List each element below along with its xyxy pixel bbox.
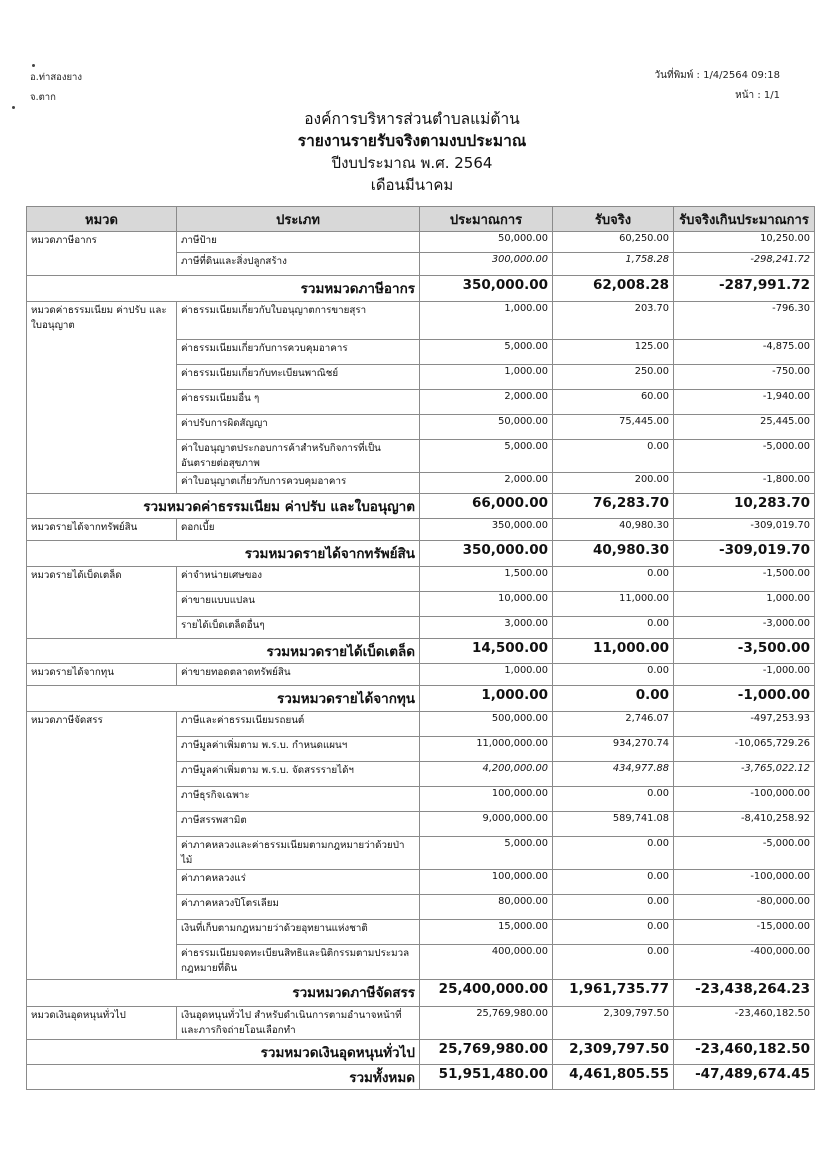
estimate-cell: 500,000.00	[420, 712, 553, 737]
difference-cell: -309,019.70	[674, 519, 815, 541]
difference-cell: -1,940.00	[674, 390, 815, 415]
grand-total-actual: 4,461,805.55	[553, 1065, 674, 1090]
actual-cell: 934,270.74	[553, 737, 674, 762]
type-cell: เงินอุดหนุนทั่วไป สำหรับดำเนินการตามอำนาจหน้าที่และภารกิจถ่ายโอนเลือกทำ	[177, 1007, 420, 1040]
subtotal-label: รวมหมวดภาษีอากร	[27, 276, 420, 302]
type-cell: รายได้เบ็ดเตล็ดอื่นๆ	[177, 617, 420, 639]
subtotal-actual: 40,980.30	[553, 541, 674, 567]
difference-cell: -1,500.00	[674, 567, 815, 592]
subtotal-row	[27, 494, 815, 519]
difference-cell: -750.00	[674, 365, 815, 390]
difference-cell: -3,765,022.12	[674, 762, 815, 787]
difference-cell: 1,000.00	[674, 592, 815, 617]
type-cell: ภาษีธุรกิจเฉพาะ	[177, 787, 420, 812]
actual-cell: 2,309,797.50	[553, 1007, 674, 1040]
header-print-info	[655, 66, 780, 106]
subtotal-row	[27, 686, 815, 712]
subtotal-estimate: 350,000.00	[420, 541, 553, 567]
scan-speck	[32, 64, 35, 67]
org-name: องค์การบริหารส่วนตำบลแม่ต้าน	[304, 110, 520, 128]
subtotal-label: รวมหมวดเงินอุดหนุนทั่วไป	[27, 1040, 420, 1065]
type-cell: ค่าขายแบบแปลน	[177, 592, 420, 617]
subtotal-label: รวมหมวดภาษีจัดสรร	[27, 980, 420, 1007]
estimate-cell: 2,000.00	[420, 390, 553, 415]
grand-total-estimate: 51,951,480.00	[420, 1065, 553, 1090]
subtotal-difference: -3,500.00	[674, 639, 815, 664]
category-cell: หมวดรายได้เบ็ดเตล็ด	[27, 567, 177, 639]
table-row	[27, 519, 815, 541]
difference-cell: -8,410,258.92	[674, 812, 815, 837]
estimate-cell: 1,000.00	[420, 365, 553, 390]
report-title: รายงานรายรับจริงตามงบประมาณ	[297, 132, 527, 150]
type-cell: ภาษีมูลค่าเพิ่มตาม พ.ร.บ. กำหนดแผนฯ	[177, 737, 420, 762]
province-label: จ.ตาก	[30, 92, 56, 103]
type-cell: ค่าธรรมเนียมจดทะเบียนสิทธิและนิติกรรมตามประมวลกฎหมายที่ดิน	[177, 945, 420, 980]
type-cell: ค่าภาคหลวงปิโตรเลียม	[177, 895, 420, 920]
table-row	[27, 1007, 815, 1040]
subtotal-difference: -287,991.72	[674, 276, 815, 302]
estimate-cell: 5,000.00	[420, 837, 553, 870]
difference-cell: -5,000.00	[674, 837, 815, 870]
actual-cell: 203.70	[553, 302, 674, 340]
subtotal-estimate: 66,000.00	[420, 494, 553, 519]
difference-cell: -100,000.00	[674, 787, 815, 812]
subtotal-label: รวมหมวดรายได้จากทุน	[27, 686, 420, 712]
difference-cell: -497,253.93	[674, 712, 815, 737]
subtotal-actual: 76,283.70	[553, 494, 674, 519]
type-cell: ค่าใบอนุญาตเกี่ยวกับการควบคุมอาคาร	[177, 473, 420, 494]
col-header-difference: รับจริงเกินประมาณการ	[674, 207, 815, 232]
table-row	[27, 567, 815, 592]
table-row	[27, 302, 815, 340]
estimate-cell: 9,000,000.00	[420, 812, 553, 837]
difference-cell: -5,000.00	[674, 440, 815, 473]
actual-cell: 0.00	[553, 895, 674, 920]
print-date: วันที่พิมพ์ : 1/4/2564 09:18	[654, 70, 780, 81]
table-row	[27, 664, 815, 686]
difference-cell: -1,800.00	[674, 473, 815, 494]
difference-cell: -10,065,729.26	[674, 737, 815, 762]
actual-cell: 1,758.28	[553, 253, 674, 276]
header-location	[30, 68, 82, 108]
type-cell: ภาษีมูลค่าเพิ่มตาม พ.ร.บ. จัดสรรรายได้ฯ	[177, 762, 420, 787]
estimate-cell: 350,000.00	[420, 519, 553, 541]
estimate-cell: 100,000.00	[420, 870, 553, 895]
actual-cell: 125.00	[553, 340, 674, 365]
actual-cell: 0.00	[553, 945, 674, 980]
difference-cell: -400,000.00	[674, 945, 815, 980]
estimate-cell: 5,000.00	[420, 340, 553, 365]
estimate-cell: 4,200,000.00	[420, 762, 553, 787]
category-cell: หมวดค่าธรรมเนียม ค่าปรับ และใบอนุญาต	[27, 302, 177, 494]
category-cell: หมวดภาษีจัดสรร	[27, 712, 177, 980]
fiscal-year: ปีงบประมาณ พ.ศ. 2564	[331, 154, 493, 172]
type-cell: ภาษีที่ดินและสิ่งปลูกสร้าง	[177, 253, 420, 276]
estimate-cell: 25,769,980.00	[420, 1007, 553, 1040]
actual-cell: 589,741.08	[553, 812, 674, 837]
actual-cell: 11,000.00	[553, 592, 674, 617]
subtotal-difference: -23,460,182.50	[674, 1040, 815, 1065]
estimate-cell: 1,000.00	[420, 302, 553, 340]
actual-cell: 75,445.00	[553, 415, 674, 440]
subtotal-label: รวมหมวดรายได้เบ็ดเตล็ด	[27, 639, 420, 664]
report-titles	[0, 108, 824, 196]
actual-cell: 0.00	[553, 787, 674, 812]
difference-cell: -80,000.00	[674, 895, 815, 920]
difference-cell: -1,000.00	[674, 664, 815, 686]
type-cell: ค่าปรับการผิดสัญญา	[177, 415, 420, 440]
difference-cell: -4,875.00	[674, 340, 815, 365]
subtotal-row	[27, 639, 815, 664]
category-cell: หมวดภาษีอากร	[27, 232, 177, 276]
col-header-estimate: ประมาณการ	[420, 207, 553, 232]
subtotal-estimate: 25,769,980.00	[420, 1040, 553, 1065]
actual-cell: 0.00	[553, 567, 674, 592]
subtotal-row	[27, 1040, 815, 1065]
subtotal-difference: -23,438,264.23	[674, 980, 815, 1007]
district-label: อ.ท่าสองยาง	[30, 72, 83, 83]
type-cell: ค่าใบอนุญาตประกอบการค้าสำหรับกิจการที่เป็นอันตรายต่อสุขภาพ	[177, 440, 420, 473]
estimate-cell: 100,000.00	[420, 787, 553, 812]
actual-cell: 60,250.00	[553, 232, 674, 253]
actual-cell: 0.00	[553, 920, 674, 945]
subtotal-actual: 11,000.00	[553, 639, 674, 664]
subtotal-actual: 62,008.28	[553, 276, 674, 302]
actual-cell: 60.00	[553, 390, 674, 415]
report-month: เดือนมีนาคม	[370, 176, 454, 194]
table-body	[27, 232, 815, 1090]
estimate-cell: 1,000.00	[420, 664, 553, 686]
category-cell: หมวดเงินอุดหนุนทั่วไป	[27, 1007, 177, 1040]
estimate-cell: 50,000.00	[420, 232, 553, 253]
difference-cell: -298,241.72	[674, 253, 815, 276]
table-header-row	[27, 207, 815, 232]
table-row	[27, 232, 815, 253]
subtotal-difference: 10,283.70	[674, 494, 815, 519]
category-cell: หมวดรายได้จากทรัพย์สิน	[27, 519, 177, 541]
subtotal-difference: -1,000.00	[674, 686, 815, 712]
type-cell: ค่าธรรมเนียมอื่น ๆ	[177, 390, 420, 415]
actual-cell: 0.00	[553, 837, 674, 870]
grand-total-difference: -47,489,674.45	[674, 1065, 815, 1090]
estimate-cell: 5,000.00	[420, 440, 553, 473]
subtotal-actual: 0.00	[553, 686, 674, 712]
subtotal-difference: -309,019.70	[674, 541, 815, 567]
subtotal-actual: 1,961,735.77	[553, 980, 674, 1007]
subtotal-estimate: 1,000.00	[420, 686, 553, 712]
type-cell: ดอกเบี้ย	[177, 519, 420, 541]
type-cell: ค่าขายทอดตลาดทรัพย์สิน	[177, 664, 420, 686]
type-cell: ภาษีสรรพสามิต	[177, 812, 420, 837]
type-cell: ค่าภาคหลวงแร่	[177, 870, 420, 895]
difference-cell: 10,250.00	[674, 232, 815, 253]
subtotal-label: รวมหมวดค่าธรรมเนียม ค่าปรับ และใบอนุญาต	[27, 494, 420, 519]
estimate-cell: 11,000,000.00	[420, 737, 553, 762]
difference-cell: 25,445.00	[674, 415, 815, 440]
type-cell: ค่าธรรมเนียมเกี่ยวกับใบอนุญาตการขายสุรา	[177, 302, 420, 340]
type-cell: ค่าธรรมเนียมเกี่ยวกับการควบคุมอาคาร	[177, 340, 420, 365]
actual-cell: 40,980.30	[553, 519, 674, 541]
type-cell: ค่าภาคหลวงและค่าธรรมเนียมตามกฎหมายว่าด้วยป่าไม้	[177, 837, 420, 870]
subtotal-row	[27, 541, 815, 567]
subtotal-row	[27, 276, 815, 302]
revenue-table	[26, 206, 815, 1090]
type-cell: เงินที่เก็บตามกฎหมายว่าด้วยอุทยานแห่งชาติ	[177, 920, 420, 945]
estimate-cell: 15,000.00	[420, 920, 553, 945]
estimate-cell: 3,000.00	[420, 617, 553, 639]
type-cell: ค่าธรรมเนียมเกี่ยวกับทะเบียนพาณิชย์	[177, 365, 420, 390]
col-header-actual: รับจริง	[553, 207, 674, 232]
subtotal-actual: 2,309,797.50	[553, 1040, 674, 1065]
difference-cell: -100,000.00	[674, 870, 815, 895]
estimate-cell: 80,000.00	[420, 895, 553, 920]
estimate-cell: 400,000.00	[420, 945, 553, 980]
estimate-cell: 10,000.00	[420, 592, 553, 617]
col-header-category: หมวด	[27, 207, 177, 232]
estimate-cell: 300,000.00	[420, 253, 553, 276]
actual-cell: 434,977.88	[553, 762, 674, 787]
grand-total-row	[27, 1065, 815, 1090]
actual-cell: 200.00	[553, 473, 674, 494]
subtotal-label: รวมหมวดรายได้จากทรัพย์สิน	[27, 541, 420, 567]
actual-cell: 250.00	[553, 365, 674, 390]
subtotal-estimate: 14,500.00	[420, 639, 553, 664]
page-number: หน้า : 1/1	[735, 90, 780, 101]
actual-cell: 0.00	[553, 664, 674, 686]
actual-cell: 2,746.07	[553, 712, 674, 737]
estimate-cell: 1,500.00	[420, 567, 553, 592]
type-cell: ค่าจำหน่ายเศษของ	[177, 567, 420, 592]
subtotal-estimate: 350,000.00	[420, 276, 553, 302]
type-cell: ภาษีและค่าธรรมเนียมรถยนต์	[177, 712, 420, 737]
subtotal-estimate: 25,400,000.00	[420, 980, 553, 1007]
difference-cell: -3,000.00	[674, 617, 815, 639]
estimate-cell: 50,000.00	[420, 415, 553, 440]
actual-cell: 0.00	[553, 440, 674, 473]
subtotal-row	[27, 980, 815, 1007]
actual-cell: 0.00	[553, 870, 674, 895]
estimate-cell: 2,000.00	[420, 473, 553, 494]
type-cell: ภาษีป้าย	[177, 232, 420, 253]
grand-total-label: รวมทั้งหมด	[27, 1065, 420, 1090]
difference-cell: -15,000.00	[674, 920, 815, 945]
category-cell: หมวดรายได้จากทุน	[27, 664, 177, 686]
col-header-type: ประเภท	[177, 207, 420, 232]
actual-cell: 0.00	[553, 617, 674, 639]
difference-cell: -23,460,182.50	[674, 1007, 815, 1040]
difference-cell: -796.30	[674, 302, 815, 340]
table-row	[27, 712, 815, 737]
